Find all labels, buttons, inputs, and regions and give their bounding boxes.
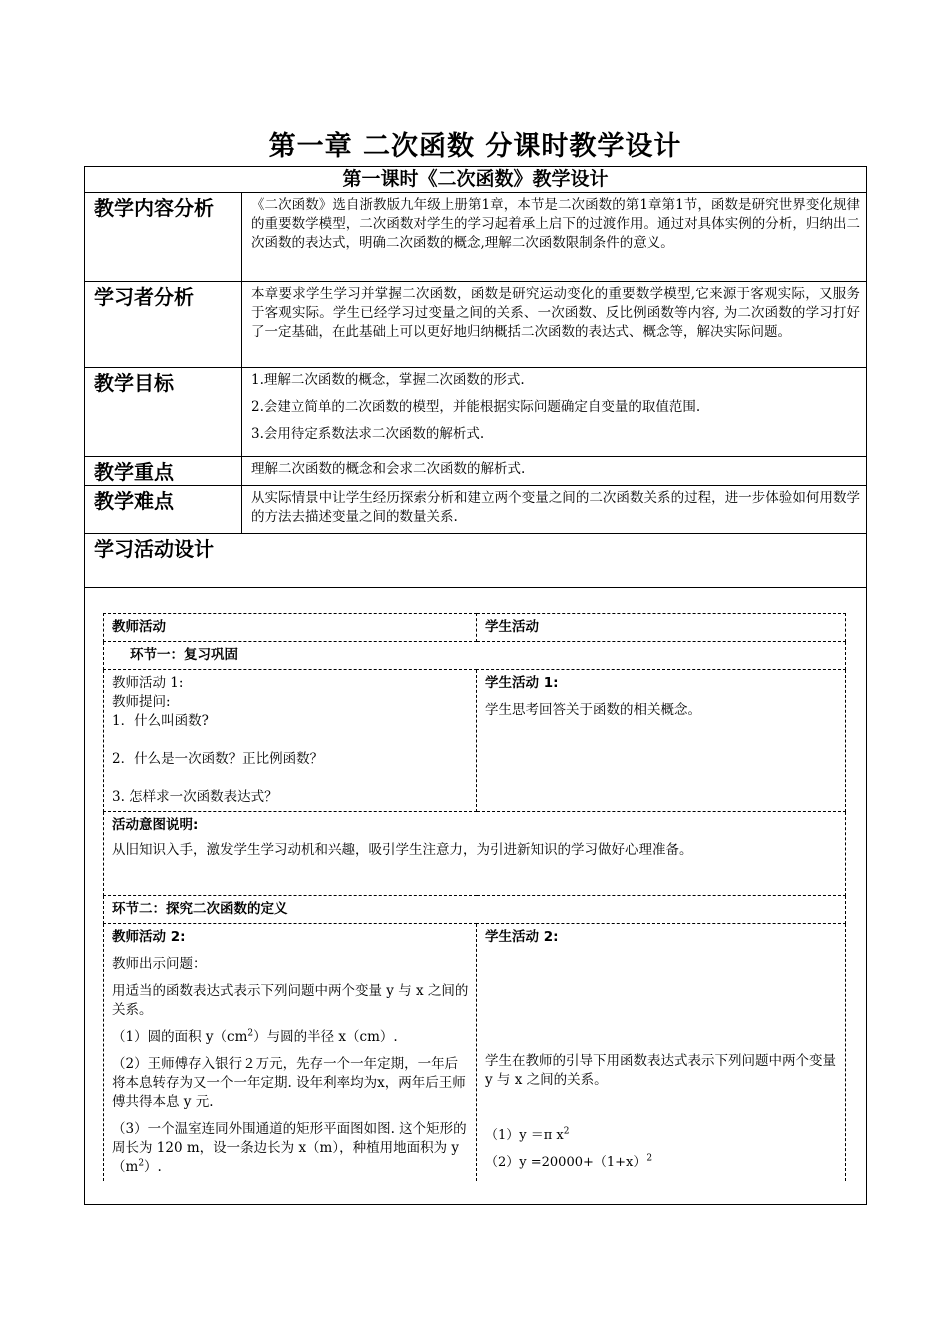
section1-title: 环节一：复习巩固: [104, 642, 846, 670]
teacher-intro: 教师提问:: [112, 694, 171, 710]
learner-analysis-row: [85, 282, 867, 368]
section1-intent-cell: [104, 812, 846, 896]
goal-item: 2.会建立简单的二次函数的模型，并能根据实际问题确定自变量的取值范围.: [251, 399, 701, 415]
problem-3: （3）一个温室连同外围通道的矩形平面图如图. 这个矩形的周长为 120 m，设一条边长为 x（m），种植用地面积为 $y(m^2)$.: [112, 1121, 467, 1175]
content-analysis-text: 《二次函数》选自浙教版九年级上册第1章，本节是二次函数的第1章第1节，函数是研究世界变化规律的重要数学模型，二次函数对学生的学习起着承上启下的过渡作用。通过对具体实例的分析，归纳出二次函数的表达式，明确二次函数的概念,理解二次函数限制条件的意义。: [242, 193, 867, 282]
section1-activity-row: [104, 670, 846, 812]
section2-activity-row: [104, 924, 846, 1182]
section1-intent-row: [104, 812, 846, 896]
key-points-label: 教学重点: [85, 457, 242, 486]
teaching-goals-row: [85, 368, 867, 457]
question-item: 2．什么是一次函数？正比例函数？: [112, 751, 324, 767]
key-points-row: [85, 457, 867, 486]
lesson-design-table: [84, 166, 867, 1205]
answer-2: $(2)y =20000+(1+x)^2$: [485, 1153, 653, 1170]
section2-title-row: [104, 896, 846, 924]
lesson-title: 第一课时《二次函数》教学设计: [85, 167, 867, 193]
key-points-text: 理解二次函数的概念和会求二次函数的解析式.: [242, 457, 867, 486]
teacher-prompt: 用适当的函数表达式表示下列问题中两个变量 y 与 x 之间的关系。: [112, 983, 469, 1018]
goal-item: 3.会用待定系数法求二次函数的解析式.: [251, 426, 485, 442]
section2-title: 环节二：探究二次函数的定义: [104, 896, 846, 924]
intent-title: 活动意图说明:: [112, 817, 199, 833]
section1-student-cell: [477, 670, 846, 812]
intent-text: 从旧知识入手，激发学生学习动机和兴趣，吸引学生注意力，为引进新知识的学习做好心理准备。: [112, 842, 693, 858]
activity-area-row: [85, 588, 867, 1205]
goal-item: 1.理解二次函数的概念，掌握二次函数的形式.: [251, 372, 525, 388]
activity-table: [103, 613, 846, 1181]
content-analysis-label: 教学内容分析: [85, 193, 242, 282]
content-analysis-row: [85, 193, 867, 282]
difficulties-text: 从实际情景中让学生经历探索分析和建立两个变量之间的二次函数关系的过程，进一步体验如何用数学的方法去描述变量之间的数量关系.: [242, 486, 867, 534]
question-item: 3. 怎样求一次函数表达式？: [112, 789, 278, 805]
section1-teacher-cell: [104, 670, 477, 812]
activity-design-label: 学习活动设计: [85, 534, 867, 588]
section2-student-cell: [477, 924, 846, 1182]
teaching-goals-label: 教学目标: [85, 368, 242, 457]
lesson-title-row: [85, 167, 867, 193]
activity-header-row: [104, 614, 846, 642]
teacher-activity-1-title: 教师活动 1:: [112, 675, 184, 691]
problem-2: （2）王师傅存入银行２万元，先存一个一年定期，一年后将本息转存为又一个一年定期. 设年利率均为x，两年后王师傅共得本息 y 元.: [112, 1056, 466, 1110]
activity-area: [85, 588, 867, 1205]
section2-teacher-cell: [104, 924, 477, 1182]
problem-1: （1）圆的面积 $y(cm^2)$与圆的半径 x（cm）.: [112, 1028, 398, 1045]
learner-analysis-text: 本章要求学生学习并掌握二次函数，函数是研究运动变化的重要数学模型,它来源于客观实际，又服务于客观实际。学生已经学习过变量之间的关系、一次函数、反比例函数等内容, 为二次函数的学习打好了一定基础，在此基础上可以更好地归纳概括二次函数的表达式、概念等，解决实际问题。: [242, 282, 867, 368]
activity-design-row: [85, 534, 867, 588]
difficulties-label: 教学难点: [85, 486, 242, 534]
teacher-intro-2: 教师出示问题：: [112, 956, 207, 972]
teacher-activity-2-title: 教师活动 2:: [112, 929, 186, 945]
answer-1: （1）y ＝π $x^2$: [485, 1126, 570, 1143]
student-activity-2-text: 学生在教师的引导下用函数表达式表示下列问题中两个变量 y 与 x 之间的关系。: [485, 1053, 836, 1088]
question-item: 1．什么叫函数?: [112, 713, 209, 729]
difficulties-row: [85, 486, 867, 534]
student-activity-header: 学生活动: [477, 614, 846, 642]
learner-analysis-label: 学习者分析: [85, 282, 242, 368]
student-activity-1-text: 学生思考回答关于函数的相关概念。: [485, 702, 701, 718]
section1-title-row: [104, 642, 846, 670]
teaching-goals-list: [242, 368, 867, 457]
teacher-activity-header: 教师活动: [104, 614, 477, 642]
student-activity-1-title: 学生活动 1:: [485, 675, 559, 691]
page-title: 第一章 二次函数 分课时教学设计: [268, 131, 682, 162]
student-activity-2-title: 学生活动 2:: [485, 929, 559, 945]
